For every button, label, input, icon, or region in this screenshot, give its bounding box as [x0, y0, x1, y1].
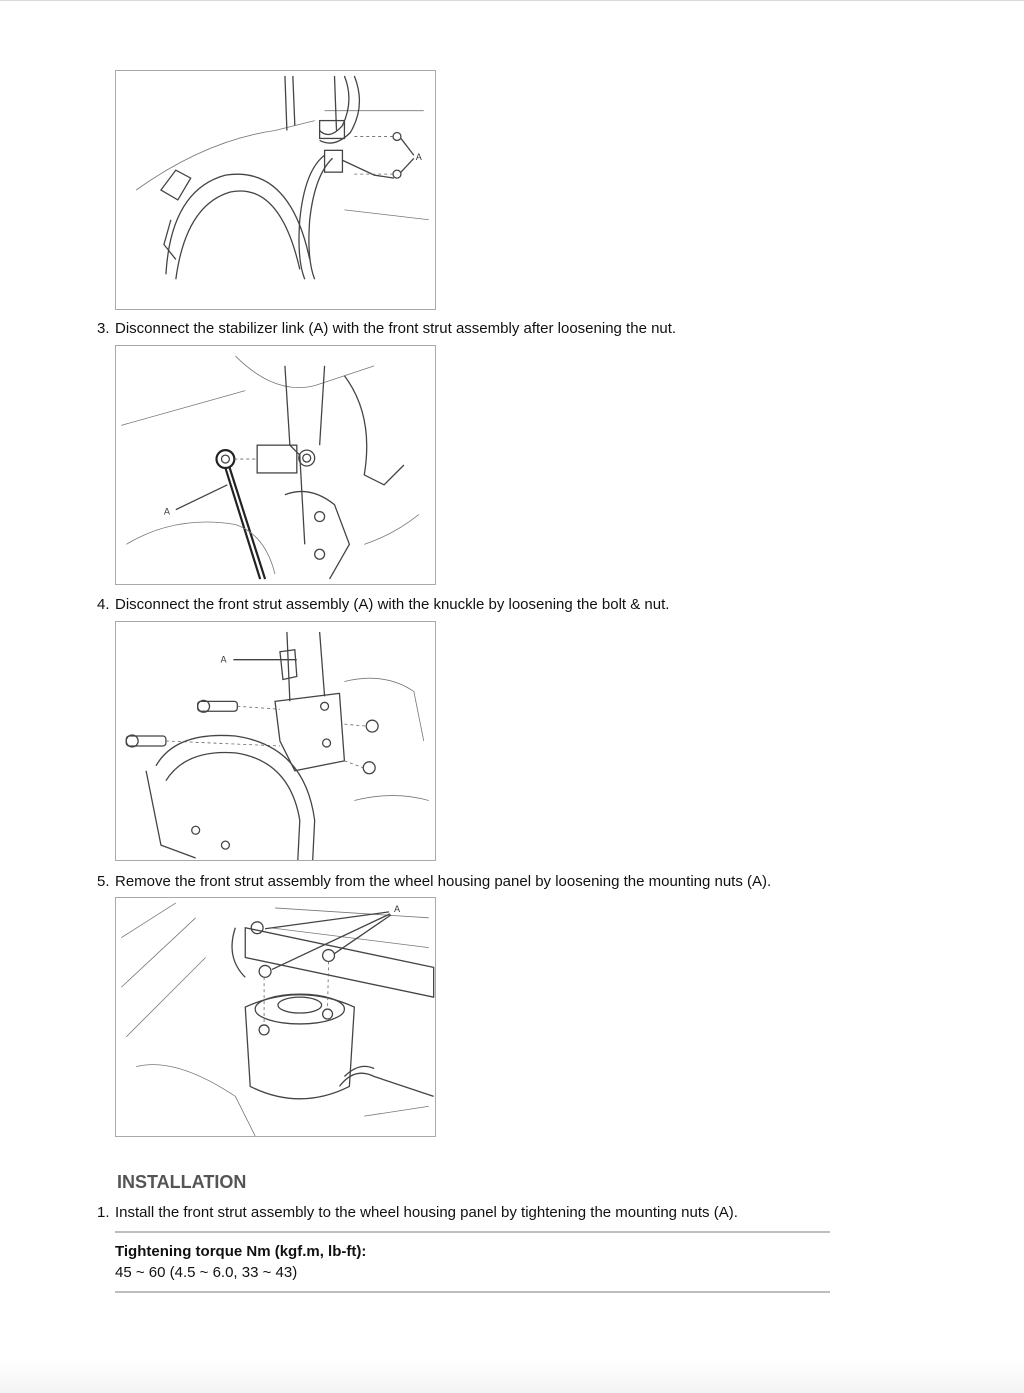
spec-bottom-rule	[115, 1291, 830, 1293]
installation-step-1-text: Install the front strut assembly to the wheel housing panel by tightening the mounting nuts (A).	[115, 1204, 738, 1221]
step-5-text: Remove the front strut assembly from the wheel housing panel by loosening the mounting nuts (A).	[115, 873, 772, 890]
step-4-number: 4.	[97, 596, 110, 613]
step-5-number: 5.	[97, 873, 110, 890]
step-3-text: Disconnect the stabilizer link (A) with the front strut assembly after loosening the nut.	[115, 320, 677, 337]
step-5	[97, 873, 771, 891]
callout-a-label: A	[415, 153, 422, 164]
page-bottom-edge	[0, 1360, 1024, 1393]
torque-spec-value: 45 ~ 60 (4.5 ~ 6.0, 33 ~ 43)	[115, 1264, 298, 1281]
callout-a-label: A	[220, 655, 227, 666]
strut-mounting-illustration	[116, 898, 435, 1136]
step-4	[97, 596, 669, 614]
callout-a-label: A	[163, 507, 171, 518]
torque-spec-label: Tightening torque Nm (kgf.m, lb-ft):	[115, 1243, 367, 1260]
installation-step-1-number: 1.	[97, 1204, 110, 1221]
step-4-text: Disconnect the front strut assembly (A) with the knuckle by loosening the bolt & nut.	[115, 596, 670, 613]
installation-heading: INSTALLATION	[117, 1172, 247, 1192]
brake-hose-illustration	[116, 71, 435, 309]
figure-stabilizer-link	[115, 345, 436, 585]
step-3	[97, 320, 676, 338]
callout-a-label: A	[394, 904, 401, 915]
figure-strut-mounting-nuts	[115, 897, 436, 1137]
step-3-number: 3.	[97, 320, 110, 337]
page-top-rule	[0, 0, 1024, 1]
stabilizer-link-illustration	[116, 346, 435, 584]
spec-top-rule	[115, 1231, 830, 1233]
figure-brake-hose-bracket	[115, 70, 436, 310]
strut-knuckle-illustration	[116, 622, 435, 860]
installation-step-1	[97, 1204, 738, 1222]
figure-strut-knuckle	[115, 621, 436, 861]
